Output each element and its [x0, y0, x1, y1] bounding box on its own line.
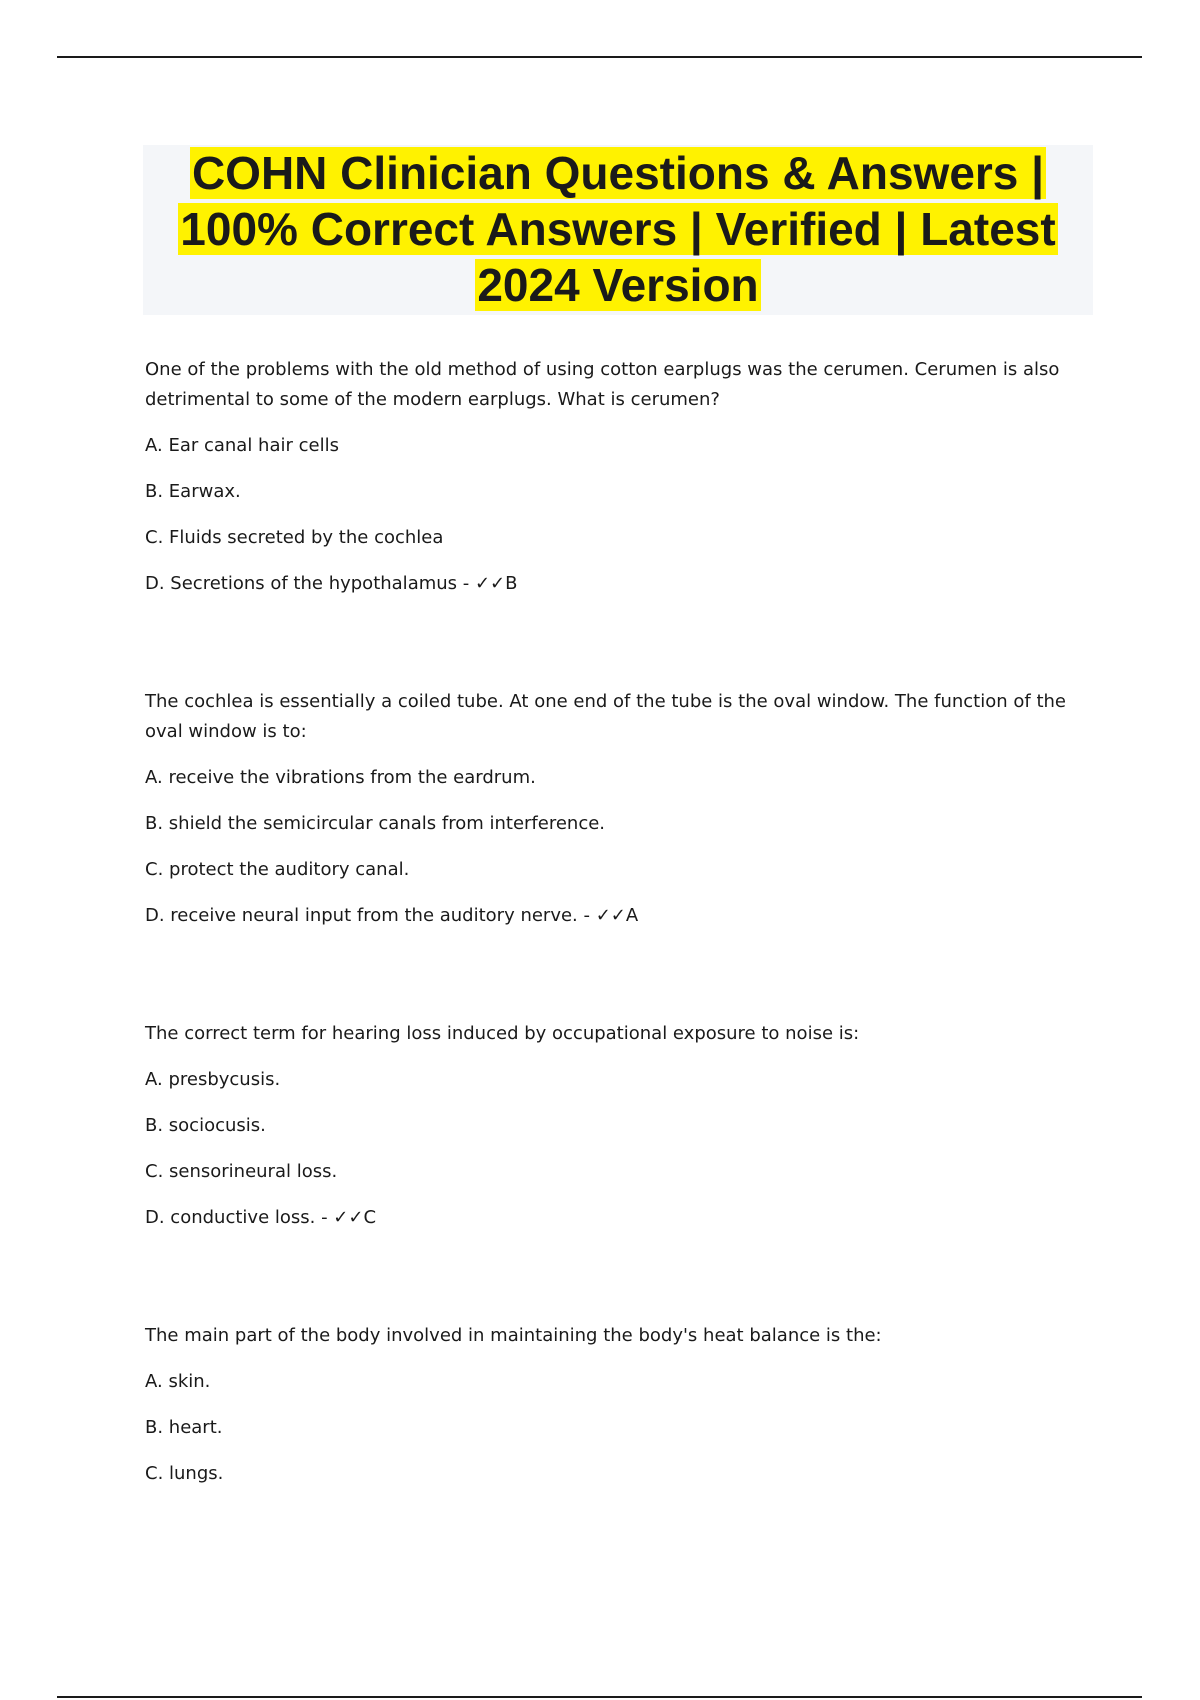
footer-rule — [57, 1696, 1142, 1698]
option-c: C. Fluids secreted by the cochlea — [145, 527, 444, 548]
spacer — [145, 959, 1095, 1019]
option-d-with-answer: D. receive neural input from the auditory nerve. - ✓✓A — [145, 905, 639, 926]
option-c: C. lungs. — [145, 1463, 224, 1484]
option-a: A. Ear canal hair cells — [145, 435, 339, 456]
spacer — [145, 1261, 1095, 1321]
question-3 — [145, 1019, 1095, 1233]
question-stem: The cochlea is essentially a coiled tube. At one end of the tube is the oval window. The function of the oval window is to: — [145, 691, 1066, 742]
option-b: B. Earwax. — [145, 481, 241, 502]
option-c: C. protect the auditory canal. — [145, 859, 410, 880]
question-2 — [145, 687, 1095, 931]
question-list — [145, 355, 1095, 1517]
spacer — [145, 627, 1095, 687]
option-d-with-answer: D. conductive loss. - ✓✓C — [145, 1207, 377, 1228]
option-c: C. sensorineural loss. — [145, 1161, 338, 1182]
question-4 — [145, 1321, 1095, 1489]
question-stem: One of the problems with the old method of using cotton earplugs was the cerumen. Cerumen is also detrimental to some of the modern earplugs. What is cerumen? — [145, 359, 1060, 410]
option-a: A. skin. — [145, 1371, 211, 1392]
question-1 — [145, 355, 1095, 599]
option-d-with-answer: D. Secretions of the hypothalamus - ✓✓B — [145, 573, 518, 594]
option-a: A. receive the vibrations from the eardrum. — [145, 767, 536, 788]
header-rule — [57, 56, 1142, 58]
option-b: B. shield the semicircular canals from interference. — [145, 813, 606, 834]
question-stem: The main part of the body involved in maintaining the body's heat balance is the: — [145, 1325, 882, 1346]
page-title: COHN Clinician Questions & Answers | 100% Correct Answers | Verified | Latest 2024 Version — [180, 147, 1056, 311]
question-stem: The correct term for hearing loss induced by occupational exposure to noise is: — [145, 1023, 860, 1044]
option-b: B. sociocusis. — [145, 1115, 266, 1136]
option-b: B. heart. — [145, 1417, 223, 1438]
title-block — [143, 145, 1093, 315]
option-a: A. presbycusis. — [145, 1069, 281, 1090]
